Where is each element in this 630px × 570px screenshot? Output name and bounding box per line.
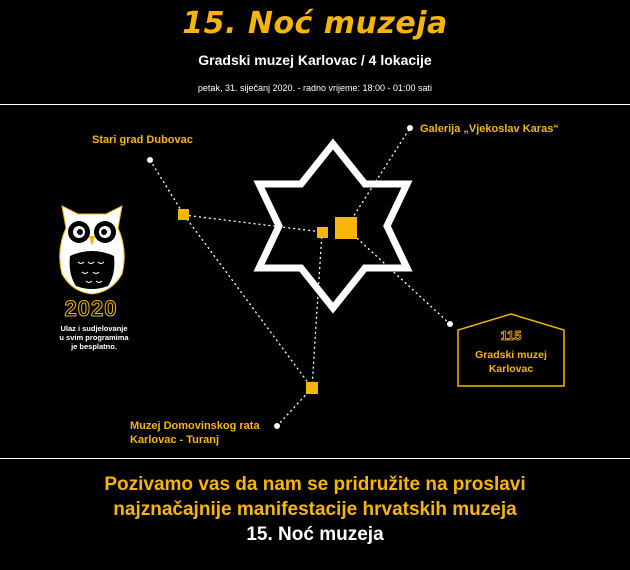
owl-year: 2020 [64, 296, 118, 321]
museum-anniversary-number: 115 [500, 328, 522, 343]
location-label-turanj-line2: Karlovac - Turanj [130, 434, 220, 446]
endpoint-dubovac [147, 157, 153, 163]
invitation-text [0, 472, 630, 522]
connector-centre-turanj [312, 232, 322, 388]
connector-centre-galerija [346, 128, 410, 228]
event-title: 15. Noć muzeja [182, 6, 448, 41]
marker-turanj [306, 382, 318, 394]
museum-name-line1: Gradski muzej [475, 349, 547, 361]
free-entry-note-line: u svim programima [59, 333, 129, 342]
footer-divider [0, 458, 630, 459]
connector-dubovac [150, 160, 184, 215]
marker-centre [317, 227, 328, 238]
marker-museum-main [335, 217, 357, 239]
owl-icon [60, 206, 125, 294]
invitation-line2: najznačajnije manifestacije hrvatskih muzeja [113, 499, 517, 520]
invitation-event-name: 15. Noć muzeja [246, 524, 384, 545]
event-dateline: petak, 31. siječanj 2020. - radno vrijeme: 18:00 - 01:00 sati [197, 83, 433, 93]
museum-name [458, 348, 564, 376]
free-entry-note-line: Ulaz i sudjelovanje [60, 324, 128, 333]
endpoint-museum [447, 321, 453, 327]
connector-dubovac-centre [184, 215, 322, 232]
free-entry-note [42, 324, 146, 351]
location-label-dubovac: Stari grad Dubovac [92, 134, 193, 146]
marker-dubovac [178, 209, 189, 220]
invitation-line1: Pozivamo vas da nam se pridružite na proslavi [104, 474, 526, 495]
location-label-turanj-line1: Muzej Domovinskog rata [130, 420, 260, 432]
free-entry-note-line: je besplatno. [71, 342, 117, 351]
event-subtitle: Gradski muzej Karlovac / 4 lokacije [198, 52, 432, 68]
connector-dubovac-turanj [184, 215, 312, 388]
museum-name-line2: Karlovac [488, 363, 534, 375]
endpoint-turanj [274, 423, 280, 429]
endpoint-galerija [407, 125, 413, 131]
fortress-star-outline [259, 144, 407, 308]
location-label-galerija: Galerija „Vjekoslav Karas“ [420, 123, 559, 135]
